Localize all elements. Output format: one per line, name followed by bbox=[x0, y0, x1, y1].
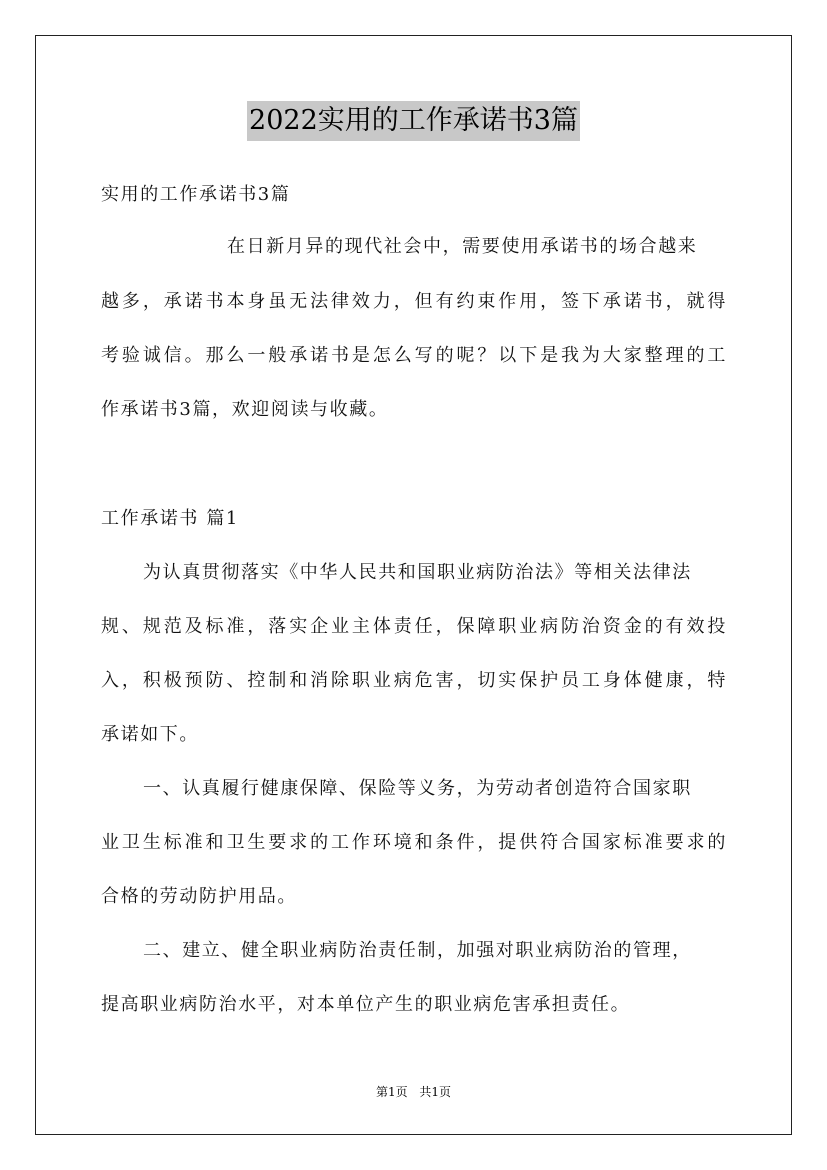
intro-line: 越多，承诺书本身虽无法律效力，但有约束作用，签下承诺书，就得 bbox=[101, 291, 727, 312]
body-line: 规、规范及标准，落实企业主体责任，保障职业病防治资金的有效投 bbox=[101, 616, 727, 637]
section-heading: 工作承诺书 篇1 bbox=[101, 508, 239, 529]
page-number: 第1页 bbox=[375, 1085, 408, 1099]
body-line: 业卫生标准和卫生要求的工作环境和条件，提供符合国家标准要求的 bbox=[101, 832, 727, 853]
body-line: 合格的劳动防护用品。 bbox=[101, 886, 297, 907]
title-container bbox=[0, 101, 827, 141]
intro-line: 作承诺书3篇，欢迎阅读与收藏。 bbox=[101, 399, 389, 420]
document-title: 2022实用的工作承诺书3篇 bbox=[247, 101, 580, 141]
body-line: 二、建立、健全职业病防治责任制，加强对职业病防治的管理， bbox=[143, 940, 692, 961]
intro-line: 在日新月异的现代社会中，需要使用承诺书的场合越来 bbox=[227, 236, 698, 257]
page-total: 共1页 bbox=[419, 1085, 452, 1099]
body-line: 承诺如下。 bbox=[101, 724, 199, 745]
intro-line: 考验诚信。那么一般承诺书是怎么写的呢？以下是我为大家整理的工 bbox=[101, 345, 727, 366]
body-line: 为认真贯彻落实《中华人民共和国职业病防治法》等相关法律法 bbox=[143, 562, 692, 583]
document-subtitle: 实用的工作承诺书3篇 bbox=[101, 184, 291, 205]
body-line: 入，积极预防、控制和消除职业病危害，切实保护员工身体健康，特 bbox=[101, 670, 727, 691]
body-line: 提高职业病防治水平，对本单位产生的职业病危害承担责任。 bbox=[101, 994, 631, 1015]
body-line: 一、认真履行健康保障、保险等义务，为劳动者创造符合国家职 bbox=[143, 778, 692, 799]
page-footer bbox=[0, 1084, 827, 1100]
